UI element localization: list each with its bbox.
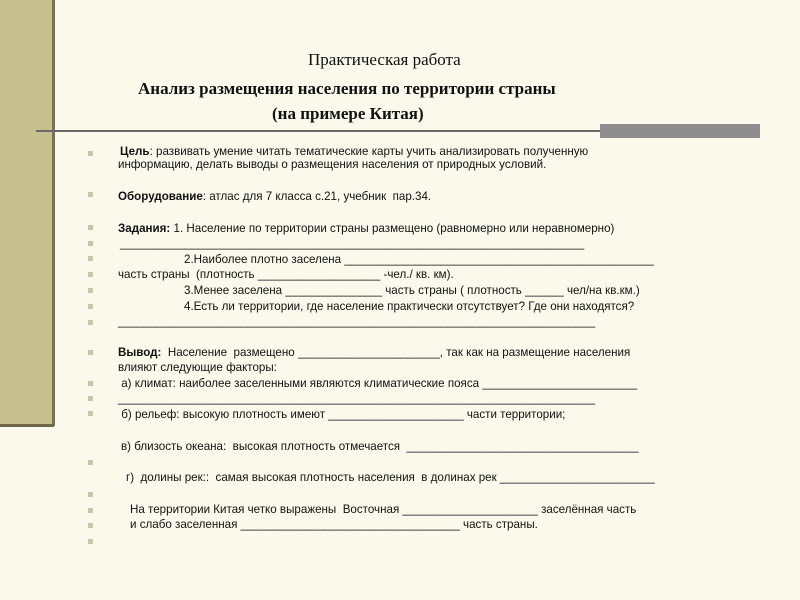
conclusion-label: Вывод:	[118, 346, 162, 359]
factor-climate: а) климат: наиболее заселенными являются климатические пояса ________________________	[118, 377, 638, 390]
decorative-left-bar-bottom	[0, 424, 54, 427]
conclusion-text: Население размещено ______________________, так как на размещение населения	[161, 346, 631, 359]
title-subtitle: (на примере Китая)	[272, 104, 424, 123]
goal-line	[120, 145, 588, 158]
china-line-1: На территории Китая четко выражены Восточная _____________________ заселённая часть	[130, 503, 637, 516]
task-1: 1. Население по территории страны размещено (равномерно или неравномерно)	[170, 222, 615, 235]
conclusion-text-continued: влияют следующие факторы:	[118, 361, 277, 374]
factor-climate-blank: __________________________________________________________________________	[118, 392, 596, 405]
task-2-continued: часть страны (плотность ___________________ -чел./ кв. км).	[118, 268, 454, 281]
bullet	[88, 320, 93, 325]
bullet	[88, 508, 93, 513]
task-1-blank: ________________________________________________________________________	[120, 237, 585, 250]
task-4: 4.Есть ли территории, где население практически отсутствует? Где они находятся?	[184, 300, 635, 313]
bullet-goal	[88, 151, 93, 156]
decorative-left-bar	[0, 0, 52, 426]
bullet	[88, 288, 93, 293]
bullet	[88, 304, 93, 309]
conclusion-line	[118, 346, 630, 359]
bullet	[88, 396, 93, 401]
bullet	[88, 256, 93, 261]
equipment-label: Оборудование	[118, 190, 203, 203]
bullet	[88, 523, 93, 528]
bullet	[88, 411, 93, 416]
bullet	[88, 539, 93, 544]
china-line-2: и слабо заселенная __________________________________ часть страны.	[130, 518, 538, 531]
title-main: Анализ размещения населения по территории страны	[138, 79, 556, 98]
tasks-label: Задания:	[118, 222, 171, 235]
task-3: 3.Менее заселена _______________ часть страны ( плотность ______ чел/на кв.км.)	[184, 284, 640, 297]
bullet	[88, 272, 93, 277]
bullet	[88, 381, 93, 386]
title-underline	[36, 130, 602, 132]
goal-text-continued: информацию, делать выводы о размещения населения от природных условий.	[118, 158, 547, 171]
factor-relief: б) рельеф: высокую плотность имеют _____________________ части территории;	[118, 408, 566, 421]
factor-ocean: в) близость океана: высокая плотность отмечается ____________________________________	[121, 440, 639, 453]
goal-text: : развивать умение читать тематические карты учить анализировать полученную	[149, 145, 589, 158]
equipment-text: : атлас для 7 класса с.21, учебник пар.34.	[202, 190, 432, 203]
factor-rivers: г) долины рек:: самая высокая плотность населения в долинах рек ________________________	[126, 471, 655, 484]
bullet-tasks	[88, 225, 93, 230]
tasks-line	[118, 222, 614, 235]
bullet-conclusion	[88, 350, 93, 355]
equipment-line	[118, 190, 431, 203]
decorative-left-bar-shadow	[52, 0, 55, 426]
bullet	[88, 460, 93, 465]
task-4-blank: __________________________________________________________________________	[118, 315, 596, 328]
bullet	[88, 241, 93, 246]
bullet	[88, 492, 93, 497]
goal-label: Цель	[120, 145, 150, 158]
title-underline-block	[600, 124, 760, 138]
title-practical-work: Практическая работа	[308, 50, 461, 69]
bullet-equipment	[88, 192, 93, 197]
task-2: 2.Наиболее плотно заселена ________________________________________________	[184, 253, 654, 266]
